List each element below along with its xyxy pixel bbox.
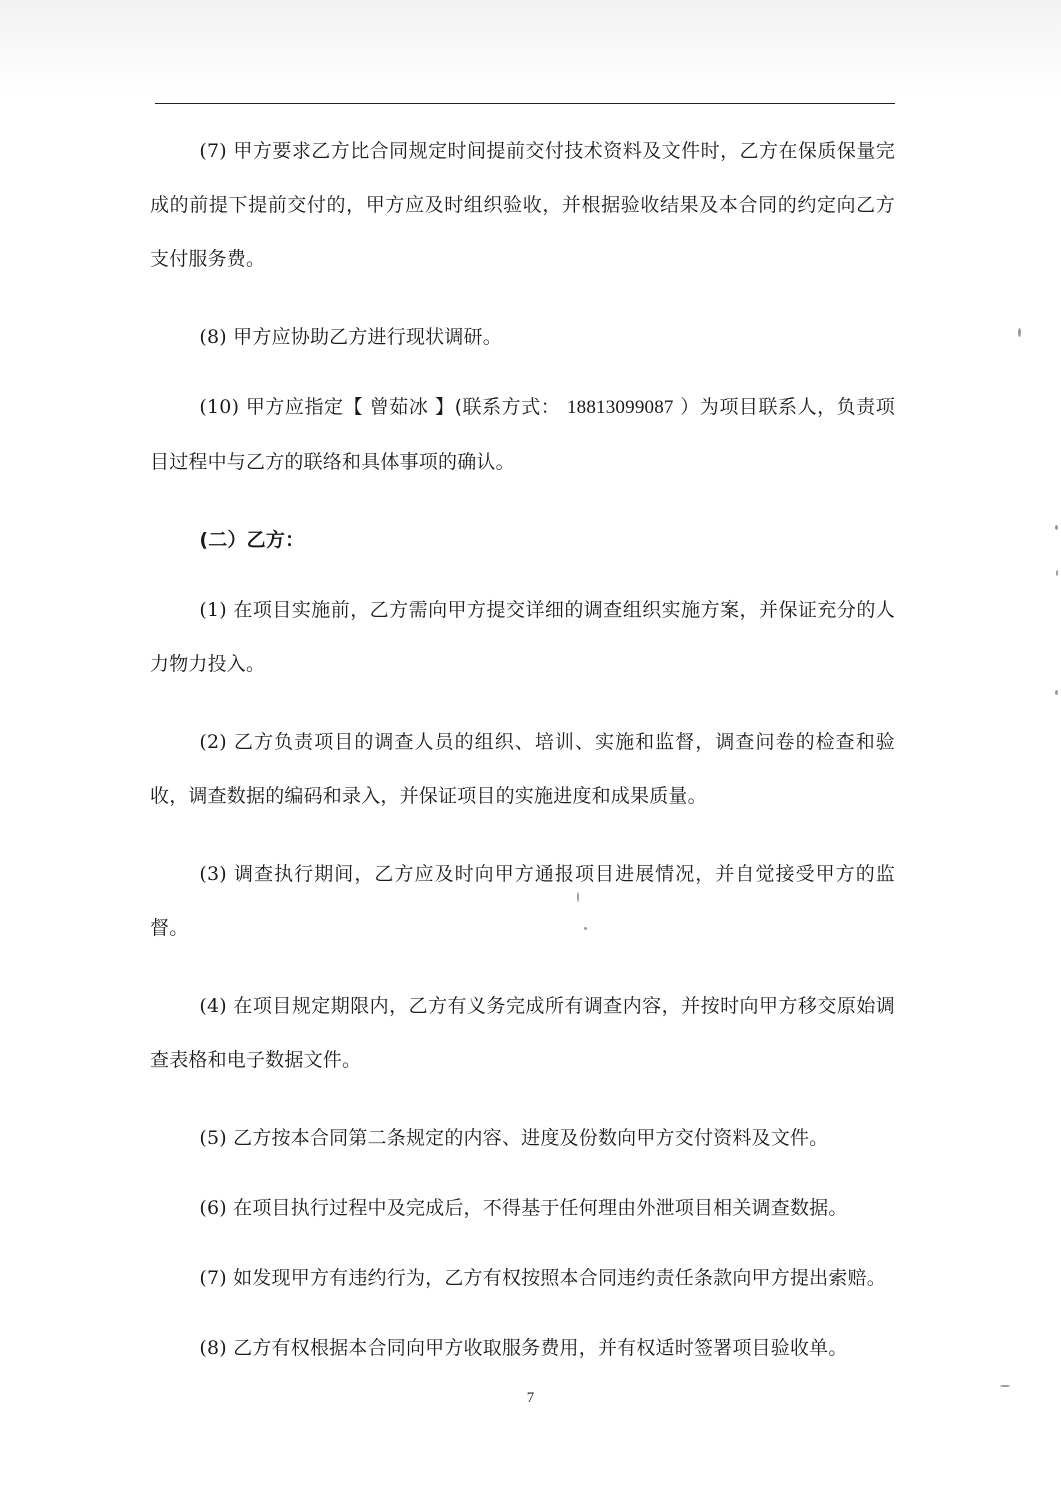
clause-number: (3) <box>199 863 227 885</box>
scan-speck <box>1055 690 1058 695</box>
clause-number: (7) <box>199 1267 227 1289</box>
clause-text: 乙方负责项目的调查人员的组织、培训、实施和监督，调查问卷的检查和验收，调查数据的编码和录入，并保证项目的实施进度和成果质量。 <box>150 731 895 807</box>
clause-text: 乙方有权根据本合同向甲方收取服务费用，并有权适时签署项目验收单。 <box>233 1337 848 1359</box>
party-b-clause-7 <box>150 1251 895 1305</box>
page-number: 7 <box>526 1390 535 1406</box>
party-b-clause-8 <box>150 1321 895 1375</box>
clause-number: (1) <box>199 599 227 621</box>
clause-text: 在项目规定期限内，乙方有义务完成所有调查内容，并按时向甲方移交原始调查表格和电子数据文件。 <box>150 995 895 1071</box>
clause-number: (6) <box>199 1197 227 1219</box>
clause-text: 如发现甲方有违约行为，乙方有权按照本合同违约责任条款向甲方提出索赔。 <box>233 1267 886 1289</box>
scan-speck <box>584 927 587 930</box>
page-body <box>150 124 895 1391</box>
clause-text: 调查执行期间，乙方应及时向甲方通报项目进展情况，并自觉接受甲方的监督。 <box>150 863 895 939</box>
clause-text: 乙方按本合同第二条规定的内容、进度及份数向甲方交付资料及文件。 <box>233 1127 829 1149</box>
party-b-clause-3 <box>150 847 895 955</box>
scan-shadow <box>0 0 1061 95</box>
party-b-clause-5 <box>150 1111 895 1165</box>
party-b-heading: (二）乙方： <box>199 529 305 551</box>
clause-text: 在项目实施前，乙方需向甲方提交详细的调查组织实施方案，并保证充分的人力物力投入。 <box>150 599 895 675</box>
scan-speck <box>577 892 579 902</box>
contact-phone: 18813099087 <box>566 397 674 418</box>
clause-text-middle: 】(联系方式： <box>428 396 561 418</box>
scan-speck <box>1056 570 1058 576</box>
contact-name: 曾茹冰 <box>369 396 429 418</box>
scan-speck <box>1055 525 1058 530</box>
clause-number: (7) <box>199 140 227 162</box>
party-b-clause-1 <box>150 583 895 691</box>
party-b-clause-4 <box>150 979 895 1087</box>
clause-number: (5) <box>199 1127 227 1149</box>
clause-text: 甲方应协助乙方进行现状调研。 <box>233 326 502 348</box>
clause-text-after: ）为项目联系人，负责项目过程中与乙方的联络和具体事项的确认。 <box>150 396 895 473</box>
scan-speck <box>1018 328 1021 337</box>
clause-number: (8) <box>199 326 227 348</box>
party-a-clause-7 <box>150 124 895 286</box>
party-a-clause-10 <box>150 380 895 489</box>
party-a-clause-8 <box>150 310 895 364</box>
clause-number: (8) <box>199 1337 227 1359</box>
clause-number: (10) <box>199 396 240 418</box>
clause-text: 甲方要求乙方比合同规定时间提前交付技术资料及文件时，乙方在保质保量完成的前提下提前交付的，甲方应及时组织验收，并根据验收结果及本合同的约定向乙方支付服务费。 <box>150 140 895 270</box>
clause-number: (2) <box>199 731 227 753</box>
clause-text: 在项目执行过程中及完成后，不得基于任何理由外泄项目相关调查数据。 <box>233 1197 848 1219</box>
party-b-clause-6 <box>150 1181 895 1235</box>
party-b-clause-2 <box>150 715 895 823</box>
header-rule <box>155 103 895 104</box>
scan-speck <box>1000 1385 1010 1387</box>
clause-number: (4) <box>199 995 227 1017</box>
clause-text-before: 甲方应指定【 <box>245 396 370 418</box>
